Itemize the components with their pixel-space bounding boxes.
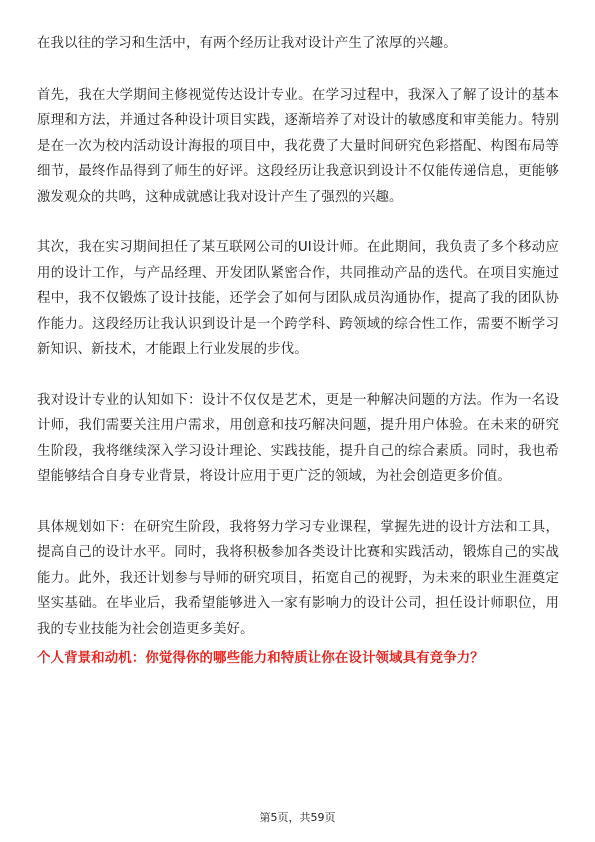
paragraph-study-plan: 具体规划如下：在研究生阶段，我将努力学习专业课程，掌握先进的设计方法和工具，提高自己的设计水平。同时，我将积极参加各类设计比赛和实践活动，锻炼自己的实战能力。此外，我还计划参与导师的研究项目，拓宽自己的视野，为未来的职业生涯奠定坚实基础。在毕业后，我希望能够进入一家有影响力的设计公司，担任设计师职位，用我的专业技能为社会创造更多美好。 — [37, 519, 559, 637]
paragraph-internship-experience: 其次，我在实习期间担任了某互联网公司的UI设计师。在此期间，我负责了多个移动应用的设计工作，与产品经理、开发团队紧密合作，共同推动产品的迭代。在项目实施过程中，我不仅锻炼了设计技能，还学会了如何与团队成员沟通协作，提高了我的团队协作能力。这段经历让我认识到设计是一个跨学科、跨领域的综合性工作，需要不断学习新知识、新技术，才能跟上行业发展的步伐。 — [37, 240, 559, 357]
document-body — [37, 31, 559, 672]
paragraph-design-understanding: 我对设计专业的认知如下：设计不仅仅是艺术，更是一种解决问题的方法。作为一名设计师，我们需要关注用户需求，用创意和技巧解决问题，提升用户体验。在未来的研究生阶段，我将继续深入学习设计理论、实践技能，提升自己的综合素质。同时，我也希望能够结合自身专业背景，将设计应用于更广泛的领域，为社会创造更多价值。 — [37, 392, 559, 484]
page-number-footer: 第5页，共59页 — [259, 811, 336, 824]
paragraph-intro: 在我以往的学习和生活中，有两个经历让我对设计产生了浓厚的兴趣。 — [37, 36, 457, 51]
paragraph-university-experience: 首先，我在大学期间主修视觉传达设计专业。在学习过程中，我深入了解了设计的基本原理和方法，并通过各种设计项目实践，逐渐培养了对设计的敏感度和审美能力。特别是在一次为校内活动设计海报的项目中，我花费了大量时间研究色彩搭配、构图布局等细节，最终作品得到了师生的好评。这段经历让我意识到设计不仅能传递信息，更能够激发观众的共鸣，这种成就感让我对设计产生了强烈的兴趣。 — [37, 87, 559, 205]
interview-question-heading: 个人背景和动机：你觉得你的哪些能力和特质让你在设计领域具有竞争力？ — [37, 651, 484, 666]
